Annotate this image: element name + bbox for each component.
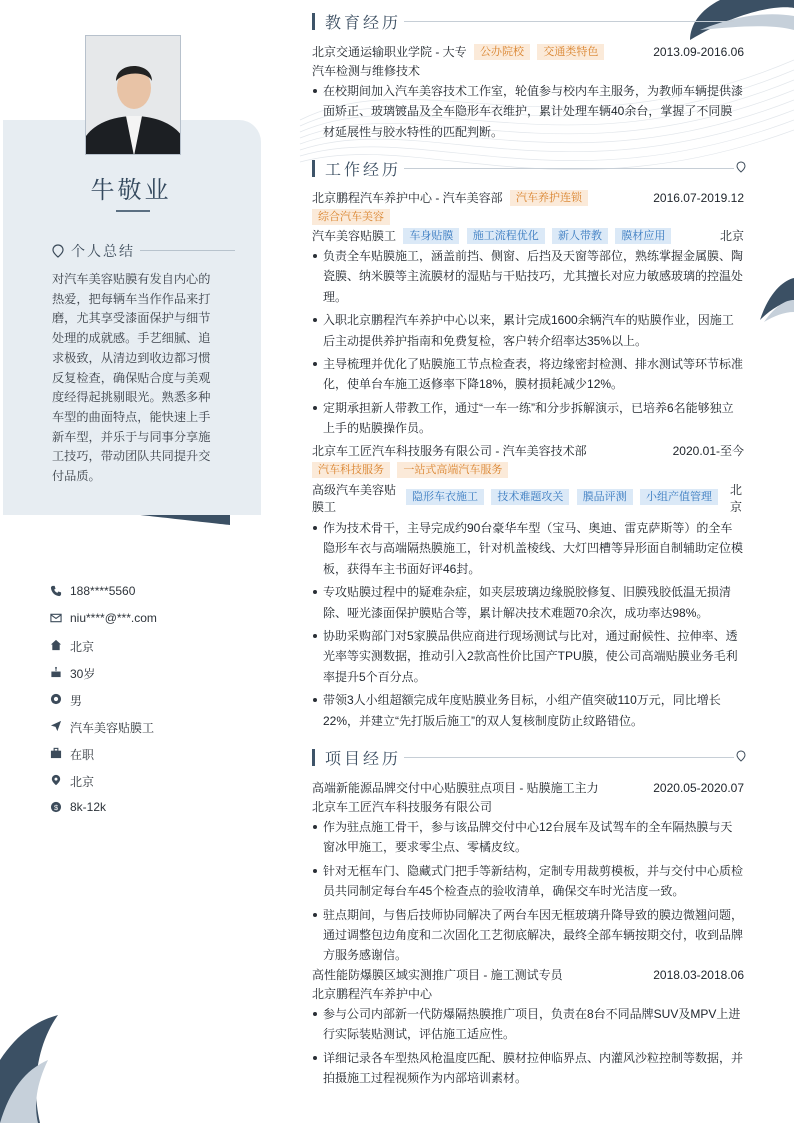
contact-value: 188****5560: [70, 584, 136, 598]
skill-tag: 隐形车衣施工: [406, 489, 484, 505]
person-portrait-icon: [86, 36, 181, 155]
projects-section-header: [312, 746, 744, 768]
project-bullet: 针对无框车门、隐藏式门把手等新结构，定制专用裁剪模板，并与交付中心质检员共同制定每台车45个检查点的验收清单，确保交车时光洁度一致。: [312, 861, 744, 902]
company-name: 北京鹏程汽车养护中心 - 汽车美容部: [312, 191, 503, 205]
skill-tag: 施工流程优化: [467, 228, 545, 244]
project-bullet: 参与公司内部新一代防爆隔热膜推广项目，负责在8台不同品牌SUV及MPV上进行实际装贴测试，评估施工适应性。: [312, 1004, 744, 1045]
skill-tag: 膜材应用: [615, 228, 671, 244]
education-block: [312, 43, 744, 145]
job-period: 2020.01-至今: [672, 444, 744, 458]
mail-icon: [50, 612, 62, 624]
section-line: [404, 757, 734, 758]
job-role-row: [312, 227, 744, 246]
project-period: 2018.03-2018.06: [653, 968, 744, 982]
location-pin-icon: [736, 161, 746, 173]
project-bullet: 驻点期间，与售后技师协同解决了两台车因无框玻璃升降导致的膜边微翘问题，通过调整包边角度和二次固化工艺彻底解决，最终全部车辆按期交付，收到品牌方服务感谢信。: [312, 905, 744, 966]
cake-icon: [50, 666, 62, 678]
project-bullet: 作为驻点施工骨干，参与该品牌交付中心12台展车及试驾车的全车隔热膜与天窗冰甲施工，要求零尘点、零橘皮纹。: [312, 817, 744, 858]
education-tag: 交通类特色: [537, 44, 604, 60]
education-bullet: 在校期间加入汽车美容技术工作室，轮值参与校内车主服务，为教师车辆提供漆面矫正、玻璃镀晶及全车隐形车衣维护，累计处理车辆40余台，掌握了不同膜材延展性与胶水特性的匹配判断。: [312, 81, 744, 142]
work-section-header: [312, 157, 744, 179]
svg-text:$: $: [53, 802, 59, 812]
name-divider: [116, 210, 150, 212]
project-block: [312, 966, 744, 1092]
phone-icon: [50, 585, 62, 597]
contact-item: [48, 584, 248, 611]
contact-item: [48, 719, 248, 746]
job-tag-row: [308, 461, 744, 480]
section-bar: [312, 160, 315, 177]
education-section-header: [312, 10, 744, 32]
company-name: 北京车工匠汽车科技服务有限公司 - 汽车美容技术部: [312, 444, 587, 458]
project-org: 北京鹏程汽车养护中心: [312, 987, 433, 1001]
job-bullet: 主导梳理并优化了贴膜施工节点检查表，将边缘密封检测、排水测试等环节标准化，使单台车施工返修率下降18%，膜材损耗减少12%。: [312, 354, 744, 395]
location-icon: [50, 774, 62, 786]
contact-value: niu****@***.com: [70, 611, 157, 625]
contact-item: [48, 800, 248, 827]
profile-photo: [85, 35, 181, 155]
skill-tag: 技术难题攻关: [491, 489, 569, 505]
contact-item: [48, 692, 248, 719]
section-line: [404, 168, 734, 169]
company-tag: 综合汽车美容: [312, 209, 390, 225]
education-tag: 公办院校: [474, 44, 530, 60]
skill-tag-group: [402, 489, 718, 505]
job-bullet: 入职北京鹏程汽车养护中心以来，累计完成1600余辆汽车的贴膜作业，因施工后主动提供养护指南和免费复检，客户转介绍率达35%以上。: [312, 310, 744, 351]
contact-value: 在职: [70, 748, 95, 762]
section-bar: [312, 13, 315, 30]
job-bullet: 定期承担新人带教工作，通过“一车一练”和分步拆解演示，已培养6名能够独立上手的贴膜操作员。: [312, 398, 744, 439]
company-tag: 汽车养护连锁: [510, 190, 588, 206]
school-name: 北京交通运输职业学院 - 大专: [312, 45, 467, 59]
section-line: [404, 21, 734, 22]
project-org: 北京车工匠汽车科技服务有限公司: [312, 800, 493, 814]
section-bar: [312, 749, 315, 766]
education-header-row: [312, 43, 744, 62]
candidate-name: 牛敬业: [90, 177, 172, 204]
gender-icon: [50, 693, 62, 705]
location-pin-icon: [52, 244, 64, 258]
project-name: 高性能防爆膜区域实测推广项目 - 施工测试专员: [312, 968, 563, 982]
job-bullet: 负责全车贴膜施工，涵盖前挡、侧窗、后挡及天窗等部位，熟练掌握金属膜、陶瓷膜、纳米膜等主流膜材的湿贴与干贴技巧，尤其擅长对应力敏感玻璃的控温处理。: [312, 246, 744, 307]
contact-item: [48, 773, 248, 800]
contact-item: [48, 638, 248, 665]
contact-item: [48, 746, 248, 773]
summary-title: 个人总结: [71, 243, 135, 259]
skill-tag: 车身贴膜: [403, 228, 459, 244]
job-bullet: 带领3人小组超额完成年度贴膜业务目标，小组产值突破110万元，同比增长22%，并建立“先打版后施工”的双人复核制度防止纹路错位。: [312, 690, 744, 731]
job-block: [312, 442, 744, 734]
location-pin-icon: [736, 750, 746, 762]
summary-text: 对汽车美容贴膜有发自内心的热爱，把每辆车当作作品来打磨，尤其享受漆面保护与细节处理的成就感。手艺细腻、追求极致，从清边到收边都习惯反复检查，确保贴合度与美观度经得起挑剔眼光。熟悉多种车型的曲面特点，能快速上手新车型，并乐于与同事分享施工技巧，带动团队共同提升交付品质。: [52, 272, 211, 484]
contact-value: 汽车美容贴膜工: [70, 721, 155, 735]
project-header-row: [312, 966, 744, 985]
briefcase-icon: [50, 747, 62, 759]
job-role-row: [312, 482, 744, 518]
job-header-row: [312, 189, 744, 208]
contact-value: 30岁: [70, 667, 96, 681]
education-major: 汽车检测与维修技术: [312, 64, 421, 78]
contact-value: 北京: [70, 775, 95, 789]
job-period: 2016.07-2019.12: [653, 191, 744, 205]
skill-tag: 新人带教: [552, 228, 608, 244]
contact-list: [48, 584, 248, 827]
contact-item: [48, 665, 248, 692]
skill-tag: 小组产值管理: [640, 489, 718, 505]
project-name: 高端新能源品牌交付中心贴膜驻点项目 - 贴膜施工主力: [312, 781, 599, 795]
home-icon: [50, 639, 62, 651]
job-city: 北京: [730, 483, 743, 514]
job-block: [312, 189, 744, 442]
send-icon: [50, 720, 62, 732]
job-tag-row: [308, 208, 744, 227]
project-period: 2020.05-2020.07: [653, 781, 744, 795]
job-header-row: [312, 442, 744, 461]
job-role: 汽车美容贴膜工: [312, 229, 397, 243]
summary-title-line: [140, 250, 235, 251]
contact-value: 北京: [70, 640, 95, 654]
summary-section-header: [52, 241, 242, 261]
job-bullet: 协助采购部门对5家膜品供应商进行现场测试与比对，通过耐候性、拉伸率、透光率等实测数据，推动引入2款高性价比国产TPU膜，使公司高端贴膜业务毛利率提升5个百分点。: [312, 626, 744, 687]
contact-value: 男: [70, 694, 83, 708]
project-block: [312, 779, 744, 969]
company-tag: 汽车科技服务: [312, 462, 390, 478]
work-title: 工作经历: [325, 162, 402, 179]
education-title: 教育经历: [325, 15, 402, 32]
contact-value: 8k-12k: [70, 800, 107, 814]
projects-title: 项目经历: [325, 751, 402, 768]
project-bullet: 详细记录各车型热风枪温度匹配、膜材拉伸临界点、内灌风沙粒控制等数据，并拍摄施工过程视频作为内部培训素材。: [312, 1048, 744, 1089]
job-bullet: 作为技术骨干，主导完成约90台豪华车型（宝马、奥迪、雷克萨斯等）的全车隐形车衣与高端隔热膜施工，针对机盖棱线、大灯凹槽等异形面自制辅助定位模板，获得车主书面好评46封。: [312, 518, 744, 579]
company-tag: 一站式高端汽车服务: [397, 462, 508, 478]
education-period: 2013.09-2016.06: [653, 45, 744, 59]
salary-icon: [50, 801, 62, 813]
left-column: [0, 0, 262, 1123]
contact-item: [48, 611, 248, 638]
project-header-row: [312, 779, 744, 798]
job-bullet: 专攻贴膜过程中的疑难杂症，如夹层玻璃边缘脱胶修复、旧膜残胶低温无损清除、哑光漆面保护膜贴合等，累计解决技术难题70余次，成功率达98%。: [312, 582, 744, 623]
skill-tag: 膜品评测: [577, 489, 633, 505]
job-role: 高级汽车美容贴膜工: [312, 483, 397, 514]
job-city: 北京: [719, 229, 744, 243]
